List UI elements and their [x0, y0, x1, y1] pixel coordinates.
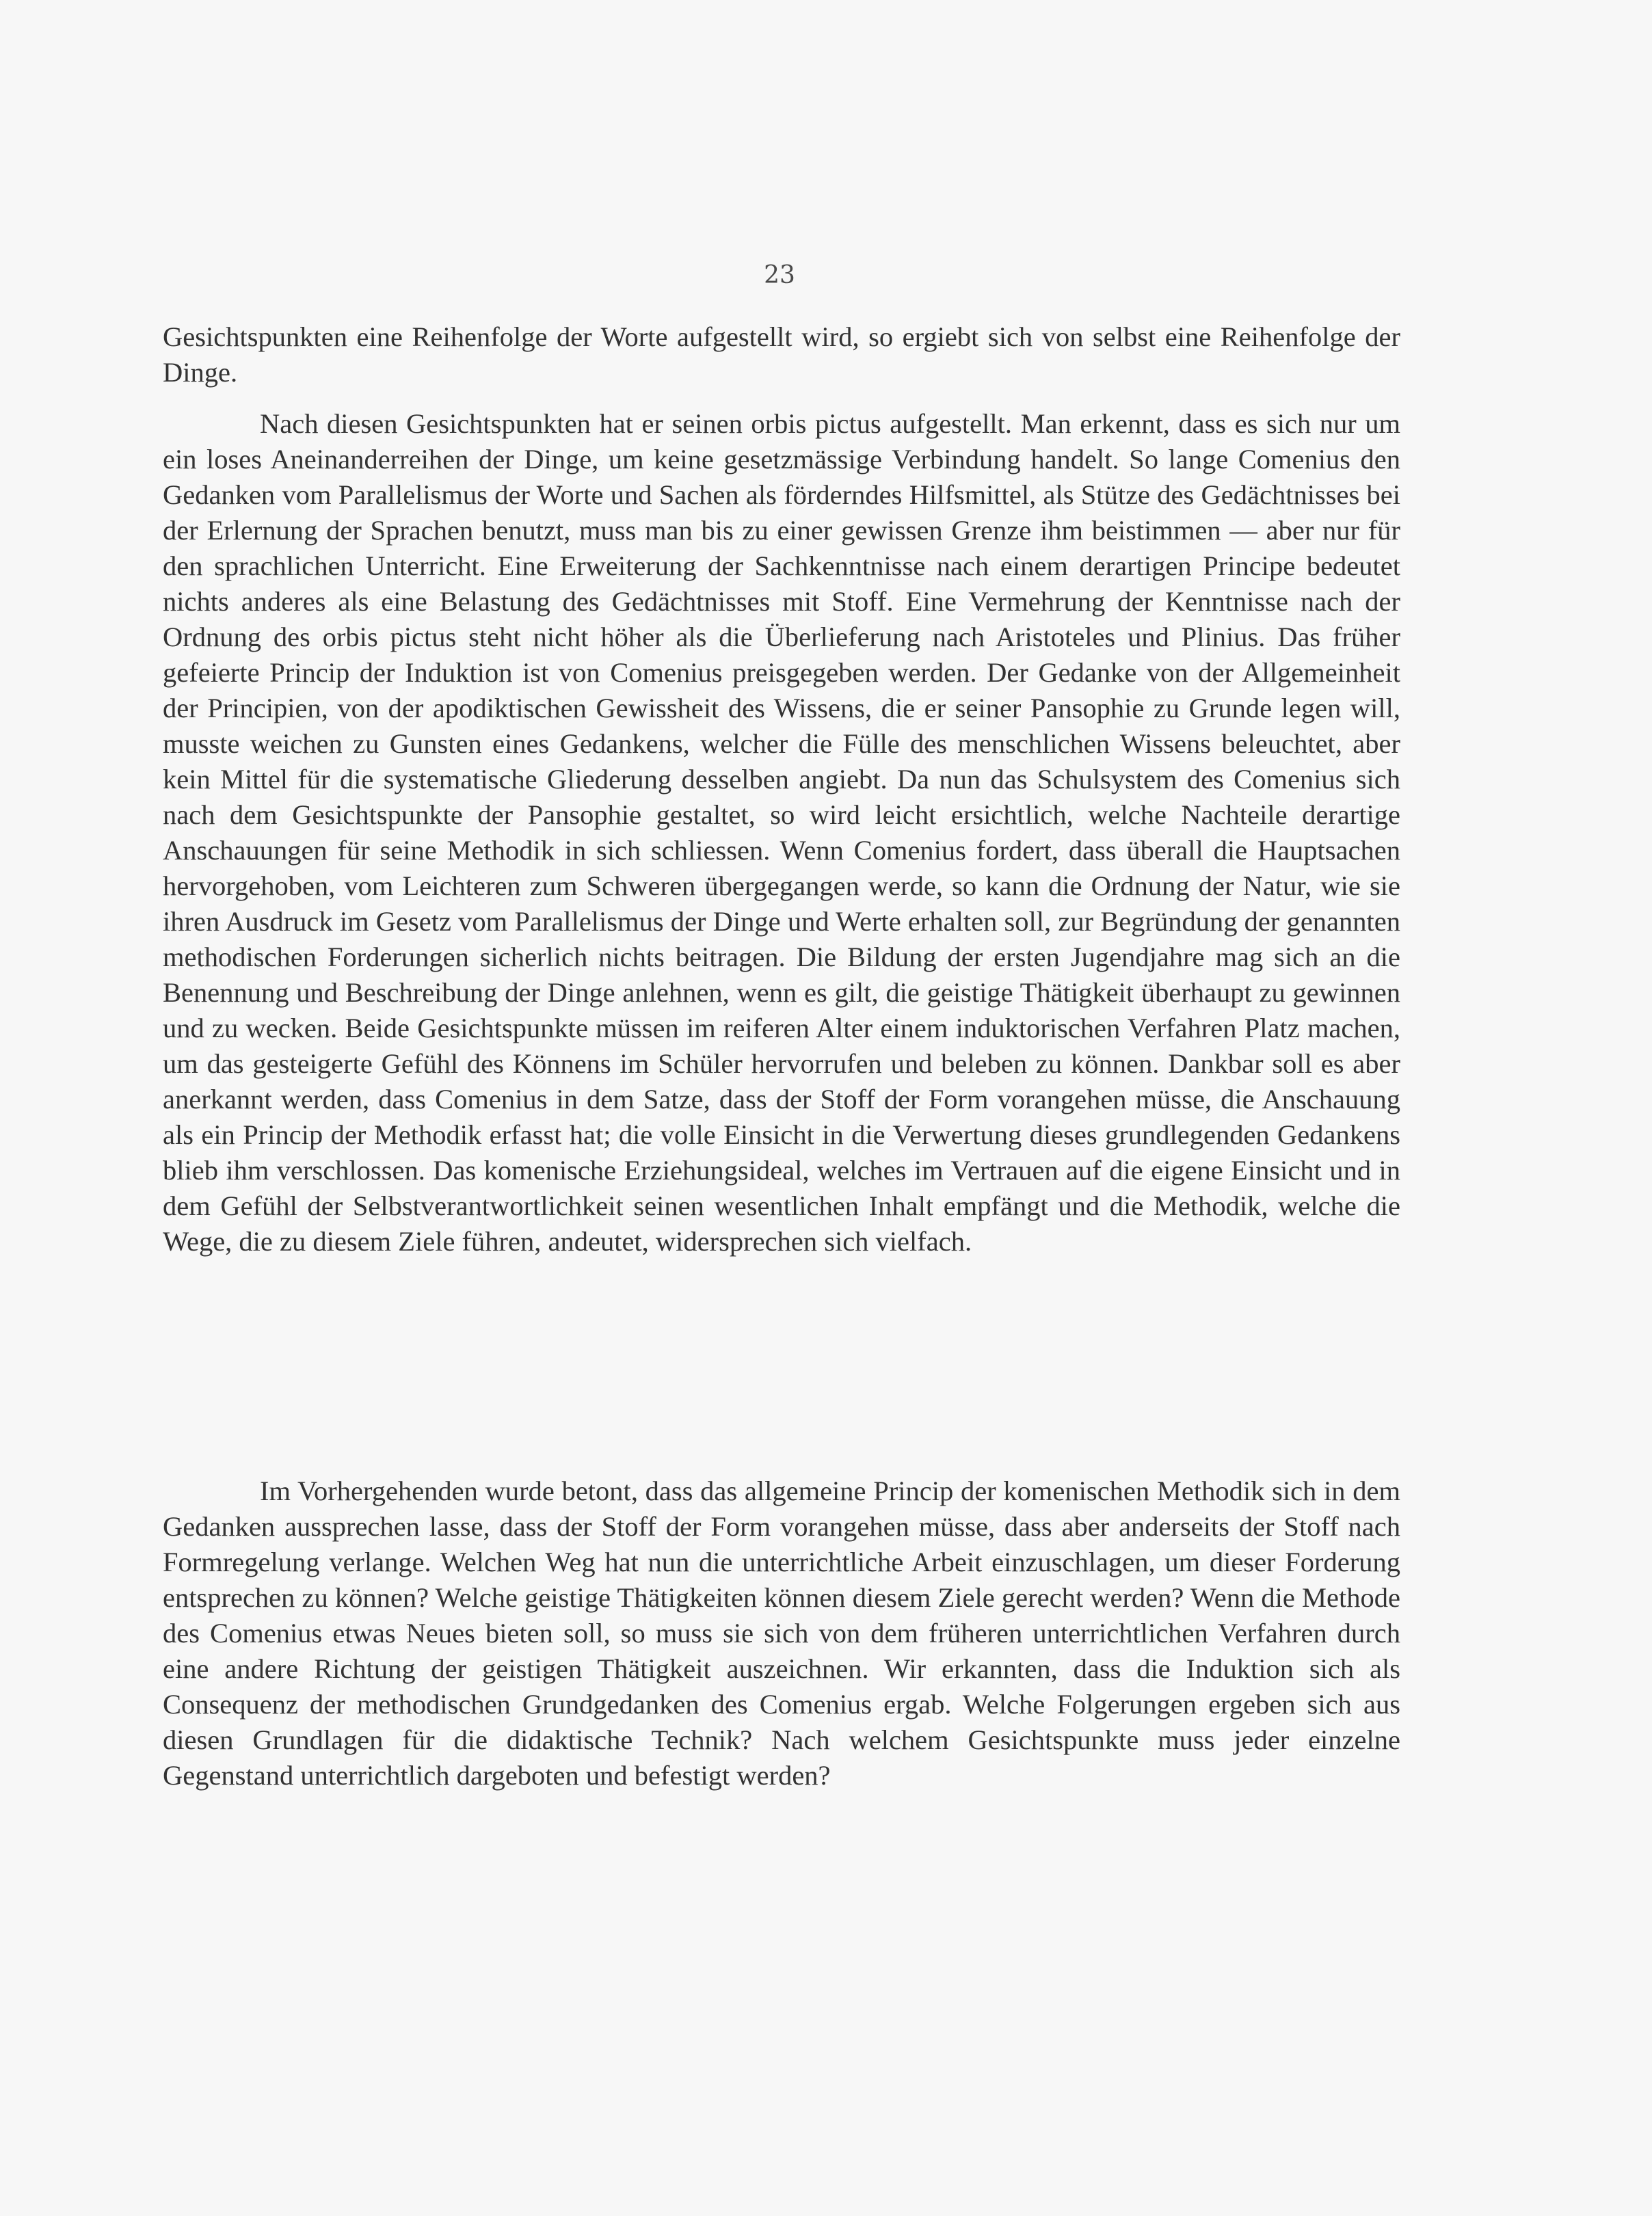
- paragraph-continuation: [163, 319, 1400, 390]
- paragraph-text: Im Vorhergehenden wurde betont, dass das allgemeine Princip der komenischen Methodik sich in dem Gedanken aussprechen lasse, dass der Stoff der Form vorangehen müsse, dass aber anderseits der Stoff nach Formregelung verlange. Welchen Weg hat nun die unterrichtliche Arbeit einzuschlagen, um dieser Forderung entsprechen zu können? Welche geistige Thätigkeiten können diesem Ziele gerecht werden? Wenn die Methode des Comenius etwas Neues bieten soll, so muss sie sich von dem früheren unterrichtlichen Verfahren durch eine andere Richtung der geistigen Thätigkeit auszeichnen. Wir erkannten, dass die Induktion sich als Consequenz der methodischen Grundgedanken des Comenius ergab. Welche Folgerungen ergeben sich aus diesen Grundlagen für die didaktische Technik? Nach welchem Gesichtspunkte muss jeder einzelne Gegenstand unterrichtlich dargeboten und befestigt werden?: [163, 1476, 1400, 1791]
- page-number: 23: [764, 261, 795, 289]
- paragraph-induktion: [163, 1473, 1400, 1793]
- paragraph-text: Nach diesen Gesichtspunkten hat er seinen orbis pictus aufgestellt. Man erkennt, dass es sich nur um ein loses Aneinanderreihen der Dinge, um keine gesetzmässige Verbindung handelt. So lange Comenius den Gedanken vom Parallelismus der Worte und Sachen als förderndes Hilfsmittel, als Stütze des Gedächtnisses bei der Erlernung der Sprachen benutzt, muss man bis zu einer gewissen Grenze ihm beistimmen — aber nur für den sprachlichen Unterricht. Eine Erweiterung der Sachkenntnisse nach einem derartigen Principe bedeutet nichts anderes als eine Belastung des Gedächtnisses mit Stoff. Eine Vermehrung der Kenntnisse nach der Ordnung des orbis pictus steht nicht höher als die Überlieferung nach Aristoteles und Plinius. Das früher gefeierte Princip der Induktion ist von Comenius preisgegeben werden. Der Gedanke von der Allgemeinheit der Principien, von der apodiktischen Gewissheit des Wissens, die er seiner Pansophie zu Grunde legen will, musste weichen zu Gunsten eines Gedankens, welcher die Fülle des menschlichen Wissens beleuchtet, aber kein Mittel für die systematische Gliederung desselben angiebt. Da nun das Schulsystem des Comenius sich nach dem Gesichtspunkte der Pansophie gestaltet, so wird leicht ersichtlich, welche Nachteile derartige Anschauungen für seine Methodik in sich schliessen. Wenn Comenius fordert, dass überall die Hauptsachen hervorgehoben, vom Leichteren zum Schweren übergegangen werde, so kann die Ordnung der Natur, wie sie ihren Ausdruck im Gesetz vom Parallelismus der Dinge und Werte erhalten soll, zur Begründung der genannten methodischen Forderungen sicherlich nichts beitragen. Die Bildung der ersten Jugendjahre mag sich an die Benennung und Beschreibung der Dinge anlehnen, wenn es gilt, die geistige Thätigkeit überhaupt zu gewinnen und zu wecken. Beide Gesichtspunkte müssen im reiferen Alter einem induktorischen Verfahren Platz machen, um das gesteigerte Gefühl des Könnens im Schüler hervorrufen und beleben zu können. Dankbar soll es aber anerkannt werden, dass Comenius in dem Satze, dass der Stoff der Form vorangehen müsse, die Anschauung als ein Princip der Methodik erfasst hat; die volle Einsicht in die Verwertung dieses grundlegenden Gedankens blieb ihm verschlossen. Das komenische Erziehungsideal, welches im Vertrauen auf die eigene Einsicht und in dem Gefühl der Selbstverantwortlichkeit seinen wesentlichen Inhalt empfängt und die Methodik, welche die Wege, die zu diesem Ziele führen, andeutet, widersprechen sich vielfach.: [163, 408, 1400, 1257]
- paragraph-orbis-pictus: [163, 406, 1400, 1259]
- paragraph-text: Gesichtspunkten eine Reihenfolge der Worte aufgestellt wird, so ergiebt sich von selbst eine Reihenfolge der Dinge.: [163, 321, 1400, 388]
